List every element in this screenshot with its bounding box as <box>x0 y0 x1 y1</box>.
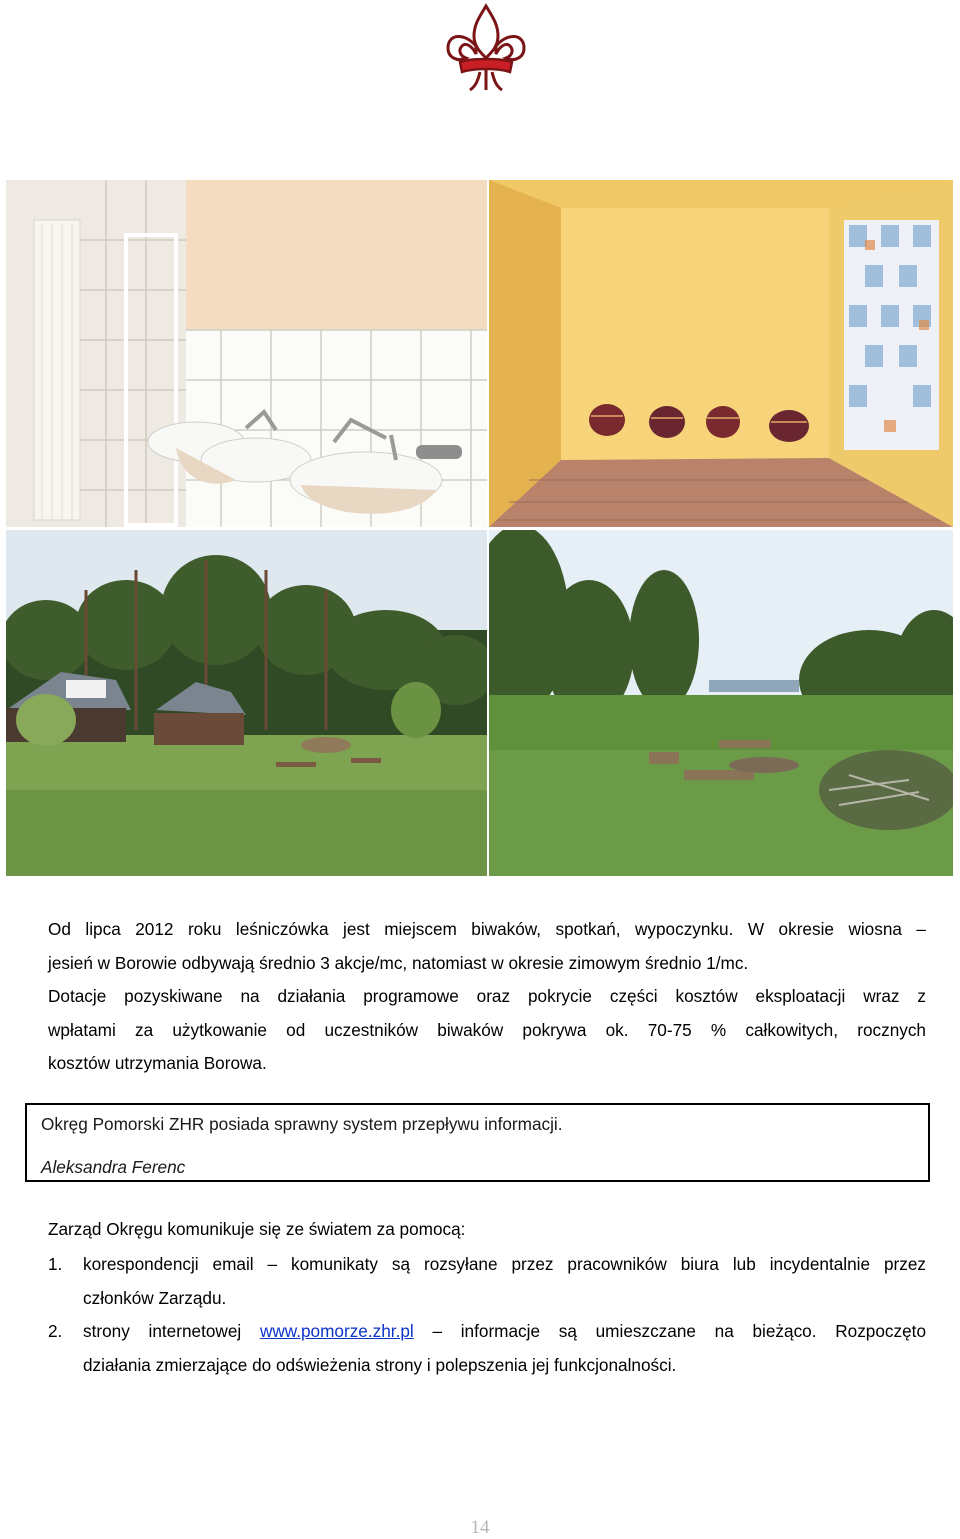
paragraph-line: kosztów utrzymania Borowa. <box>48 1053 267 1073</box>
list-item-line <box>83 1315 926 1349</box>
statement-text: Okręg Pomorski ZHR posiada sprawny system przepływu informacji. <box>41 1114 563 1134</box>
paragraph-line: wpłatami za użytkowanie od uczestników biwaków pokrywa ok. 70-75 % całkowitych, rocznych <box>48 1019 926 1040</box>
photo-room-icon <box>489 180 953 527</box>
list-item-number: 1. <box>48 1254 63 1274</box>
photo-empty-room <box>489 180 953 527</box>
photo-campfire-icon <box>489 530 953 876</box>
photo-forest-cabins <box>6 530 487 876</box>
list-item-text: strony internetowej <box>83 1321 260 1341</box>
fleur-de-lis-icon <box>440 2 532 98</box>
statement-box <box>25 1103 930 1182</box>
list-item-number: 2. <box>48 1321 63 1341</box>
statement-author: Aleksandra Ferenc <box>41 1157 186 1177</box>
list-item-line: działania zmierzające do odświeżenia strony i polepszenia jej funkcjonalności. <box>83 1354 677 1375</box>
list-intro: Zarząd Okręgu komunikuje się ze światem za pomocą: <box>48 1219 466 1239</box>
paragraph-line: Dotacje pozyskiwane na działania programowe oraz pokrycie części kosztów eksploatacji wraz z <box>48 986 926 1006</box>
paragraph-line: jesień w Borowie odbywają średnio 3 akcje/mc, natomiast w okresie zimowym średnio 1/mc. <box>48 952 749 973</box>
paragraph-line: Od lipca 2012 roku leśniczówka jest miejscem biwaków, spotkań, wypoczynku. W okresie wiosna – <box>48 919 926 939</box>
photo-washroom-icon <box>6 180 487 527</box>
scout-logo <box>440 2 532 98</box>
photo-meadow-campfire <box>489 530 953 876</box>
page-number: 14 <box>470 1517 490 1538</box>
website-link[interactable]: www.pomorze.zhr.pl <box>259 1321 414 1341</box>
photo-washroom <box>6 180 487 527</box>
list-item-line: korespondencji email – komunikaty są rozsyłane przez pracowników biura lub incydentalnie przez <box>83 1254 926 1274</box>
photo-cabins-icon <box>6 530 487 876</box>
list-item-line: członków Zarządu. <box>83 1287 227 1308</box>
description-paragraph <box>48 913 926 1081</box>
list-item-text: – informacje są umieszczane na bieżąco. Rozpoczęto <box>413 1321 927 1341</box>
